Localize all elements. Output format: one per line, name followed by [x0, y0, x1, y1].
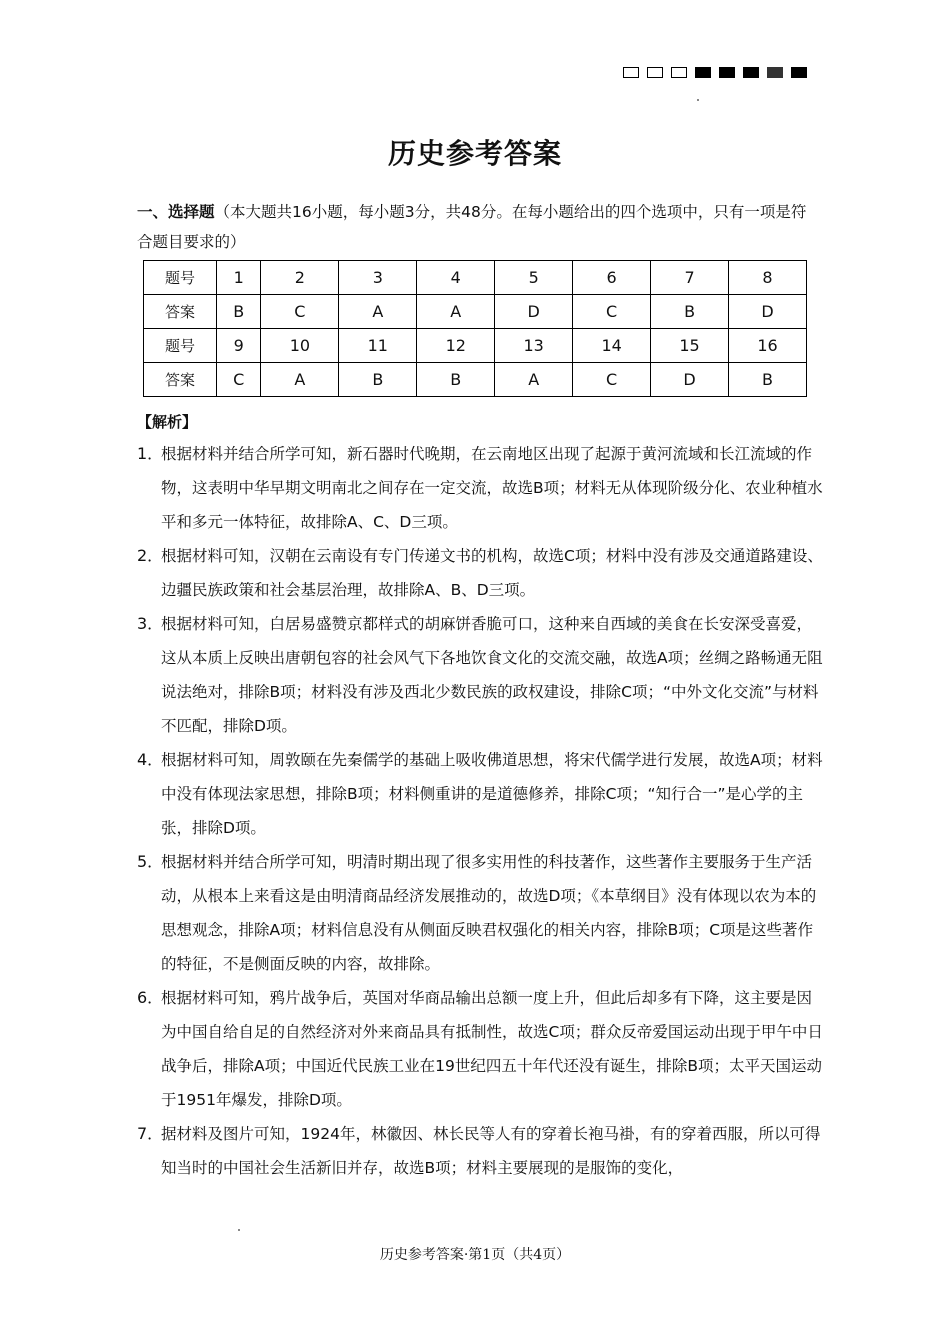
corner-mark [791, 67, 807, 78]
corner-mark [719, 67, 735, 78]
table-cell: D [495, 295, 573, 329]
table-cell: 2 [261, 261, 339, 295]
table-cell: 15 [651, 329, 729, 363]
explanation-text: 根据材料并结合所学可知，新石器时代晚期，在云南地区出现了起源于黄河流域和长江流域的作物，这表明中华早期文明南北之间存在一定交流，故选B项；材料无从体现阶级分化、农业种植水平和多元一体特征，故排除A、C、D三项。 [161, 445, 823, 531]
corner-mark [695, 67, 711, 78]
scan-dot [238, 1229, 240, 1231]
table-cell: 13 [495, 329, 573, 363]
explanation-text: 根据材料可知，周敦颐在先秦儒学的基础上吸收佛道思想，将宋代儒学进行发展，故选A项；材料中没有体现法家思想，排除B项；材料侧重讲的是道德修养，排除C项；“知行合一”是心学的主张，排除D项。 [161, 751, 823, 837]
explanation-text: 根据材料可知，白居易盛赞京都样式的胡麻饼香脆可口，这种来自西域的美食在长安深受喜爱，这从本质上反映出唐朝包容的社会风气下各地饮食文化的交流交融，故选A项；丝绸之路畅通无阻说法绝对，排除B项；材料没有涉及西北少数民族的政权建设，排除C项；“中外文化交流”与材料不匹配，排除D项。 [161, 615, 823, 735]
table-row [144, 295, 807, 329]
page-footer: 历史参考答案·第1页（共4页） [379, 1247, 571, 1263]
explanation-text: 根据材料并结合所学可知，明清时期出现了很多实用性的科技著作，这些著作主要服务于生产活动，从根本上来看这是由明清商品经济发展推动的，故选D项；《本草纲目》没有体现以农为本的思想观念，排除A项；材料信息没有从侧面反映君权强化的相关内容，排除B项；C项是这些著作的特征，不是侧面反映的内容，故排除。 [161, 853, 817, 973]
explanation-item [137, 539, 827, 607]
row-label: 题号 [144, 329, 217, 363]
row-label: 题号 [144, 261, 217, 295]
table-cell: 9 [217, 329, 261, 363]
row-label: 答案 [144, 363, 217, 397]
table-cell: B [339, 363, 417, 397]
corner-mark [647, 67, 663, 78]
table-cell: 16 [729, 329, 807, 363]
table-cell: 5 [495, 261, 573, 295]
corner-mark [767, 67, 783, 78]
table-row [144, 363, 807, 397]
explanation-number: 4． [137, 750, 164, 769]
scan-dot [697, 99, 699, 101]
table-cell: D [729, 295, 807, 329]
explanation-item [137, 743, 827, 845]
explanation-number: 6． [137, 988, 164, 1007]
table-cell: C [217, 363, 261, 397]
table-cell: 14 [573, 329, 651, 363]
table-cell: A [339, 295, 417, 329]
table-cell: 11 [339, 329, 417, 363]
explanation-item [137, 981, 827, 1117]
explanation-text: 根据材料可知，鸦片战争后，英国对华商品输出总额一度上升，但此后却多有下降，这主要是因为中国自给自足的自然经济对外来商品具有抵制性，故选C项；群众反帝爱国运动出现于甲午中日战争后，排除A项；中国近代民族工业在19世纪四五十年代还没有诞生，排除B项；太平天国运动于1951年爆发，排除D项。 [161, 989, 823, 1109]
explanation-number: 3． [137, 614, 164, 633]
explanation-item [137, 1117, 827, 1185]
table-cell: B [729, 363, 807, 397]
table-cell: B [417, 363, 495, 397]
row-label: 答案 [144, 295, 217, 329]
section-label: 一、选择题 [137, 203, 215, 221]
corner-marks [623, 67, 807, 78]
table-cell: 7 [651, 261, 729, 295]
table-cell: 1 [217, 261, 261, 295]
table-cell: C [573, 363, 651, 397]
explanation-number: 2． [137, 546, 164, 565]
table-cell: C [573, 295, 651, 329]
explanation-item [137, 437, 827, 539]
explanation-number: 1． [137, 444, 164, 463]
explanation-list [137, 437, 827, 1185]
explanation-item [137, 845, 827, 981]
table-cell: 10 [261, 329, 339, 363]
table-cell: B [651, 295, 729, 329]
section-instructions: （本大题共16小题，每小题3分，共48分。在每小题给出的四个选项中，只有一项是符合题目要求的） [137, 203, 807, 251]
table-cell: A [417, 295, 495, 329]
explanation-item [137, 607, 827, 743]
answer-table [143, 260, 807, 397]
table-cell: A [261, 363, 339, 397]
table-cell: 12 [417, 329, 495, 363]
explanation-text: 据材料及图片可知，1924年，林徽因、林长民等人有的穿着长袍马褂，有的穿着西服，所以可得知当时的中国社会生活新旧并存，故选B项；材料主要展现的是服饰的变化， [161, 1125, 821, 1177]
table-cell: D [651, 363, 729, 397]
corner-mark [623, 67, 639, 78]
explanation-number: 7． [137, 1124, 164, 1143]
corner-mark [743, 67, 759, 78]
table-cell: A [495, 363, 573, 397]
table-cell: C [261, 295, 339, 329]
table-cell: 4 [417, 261, 495, 295]
table-cell: 8 [729, 261, 807, 295]
section-heading [137, 197, 817, 257]
table-row [144, 329, 807, 363]
page-title: 历史参考答案 [387, 137, 562, 170]
explanation-text: 根据材料可知，汉朝在云南设有专门传递文书的机构，故选C项；材料中没有涉及交通道路建设、边疆民族政策和社会基层治理，故排除A、B、D三项。 [161, 547, 823, 599]
explanation-number: 5． [137, 852, 164, 871]
table-cell: 3 [339, 261, 417, 295]
corner-mark [671, 67, 687, 78]
table-cell: B [217, 295, 261, 329]
table-cell: 6 [573, 261, 651, 295]
analysis-label: 【解析】 [137, 413, 198, 431]
table-row [144, 261, 807, 295]
